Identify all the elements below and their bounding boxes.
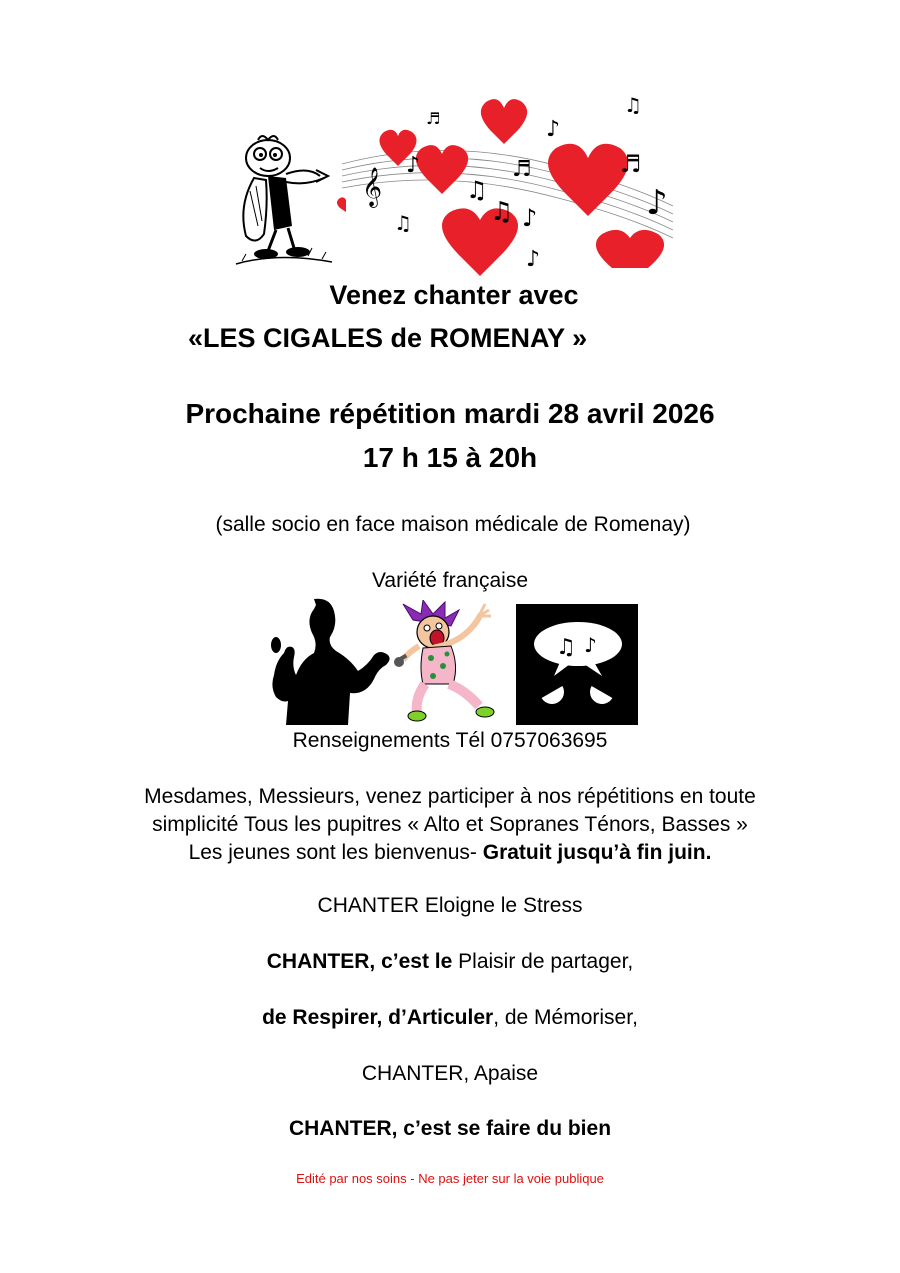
invitation-line-3: [40, 839, 860, 867]
benefit-plaisir-bold: CHANTER, c’est le: [266, 950, 459, 973]
contact-info: Renseignements Tél 0757063695: [292, 729, 608, 752]
invitation-line-2: simplicité Tous les pupitres « Alto et Sopranes Ténors, Basses »: [152, 813, 748, 836]
svg-text:♬: ♬: [512, 157, 532, 182]
svg-text:♪: ♪: [526, 247, 541, 272]
svg-text:♪: ♪: [546, 117, 561, 142]
svg-text:♪: ♪: [584, 633, 597, 657]
svg-text:♪: ♪: [522, 204, 538, 232]
punk-singer-cartoon-icon: [393, 600, 513, 724]
choir-name: «LES CIGALES de ROMENAY »: [188, 323, 588, 353]
svg-text:♬: ♬: [620, 150, 642, 178]
next-rehearsal-date: Prochaine répétition mardi 28 avril 2026: [185, 398, 715, 429]
benefit-respirer-normal: , de Mémoriser,: [493, 1006, 638, 1029]
free-until-june-text: Gratuit jusqu’à fin juin.: [482, 841, 712, 864]
benefit-bien: CHANTER, c’est se faire du bien: [288, 1117, 612, 1140]
svg-text:♬: ♬: [426, 109, 441, 128]
benefit-apaise: CHANTER, Apaise: [361, 1062, 539, 1085]
svg-text:♪: ♪: [646, 183, 668, 223]
rehearsal-location: (salle socio en face maison médicale de Romenay): [215, 513, 691, 536]
music-notes-speech-bubble-icon: [516, 604, 638, 725]
svg-text:𝄞: 𝄞: [362, 167, 383, 207]
hearts-and-music-notes-icon: [337, 96, 673, 276]
next-rehearsal-time: 17 h 15 à 20h: [362, 442, 538, 473]
benefit-respirer-bold: de Respirer, d’Articuler: [262, 1006, 494, 1029]
heading-line-1: Venez chanter avec: [329, 280, 579, 310]
benefit-stress: CHANTER Eloigne le Stress: [317, 894, 583, 917]
svg-text:♫: ♫: [394, 211, 412, 235]
svg-text:♫: ♫: [466, 176, 488, 204]
benefit-respirer: [0, 1006, 900, 1030]
cicada-cartoon-icon: [236, 136, 332, 264]
benefit-plaisir: [0, 950, 900, 974]
invitation-paragraph: [40, 783, 860, 867]
svg-text:♫: ♫: [624, 96, 642, 117]
singer-silhouette-icon: [262, 597, 390, 725]
invitation-line-1: Mesdames, Messieurs, venez participer à nos répétitions en toute: [144, 785, 756, 808]
svg-text:♫: ♫: [556, 635, 576, 660]
header-illustration: [228, 96, 678, 276]
benefit-plaisir-normal: Plaisir de partager,: [458, 950, 634, 973]
music-genre: Variété française: [371, 569, 529, 592]
svg-text:♪: ♪: [406, 153, 421, 178]
footer-disclaimer: Edité par nos soins - Ne pas jeter sur la voie publique: [296, 1171, 604, 1186]
invitation-youth-text: Les jeunes sont les bienvenus-: [188, 841, 483, 864]
svg-text:♫: ♫: [490, 197, 514, 227]
